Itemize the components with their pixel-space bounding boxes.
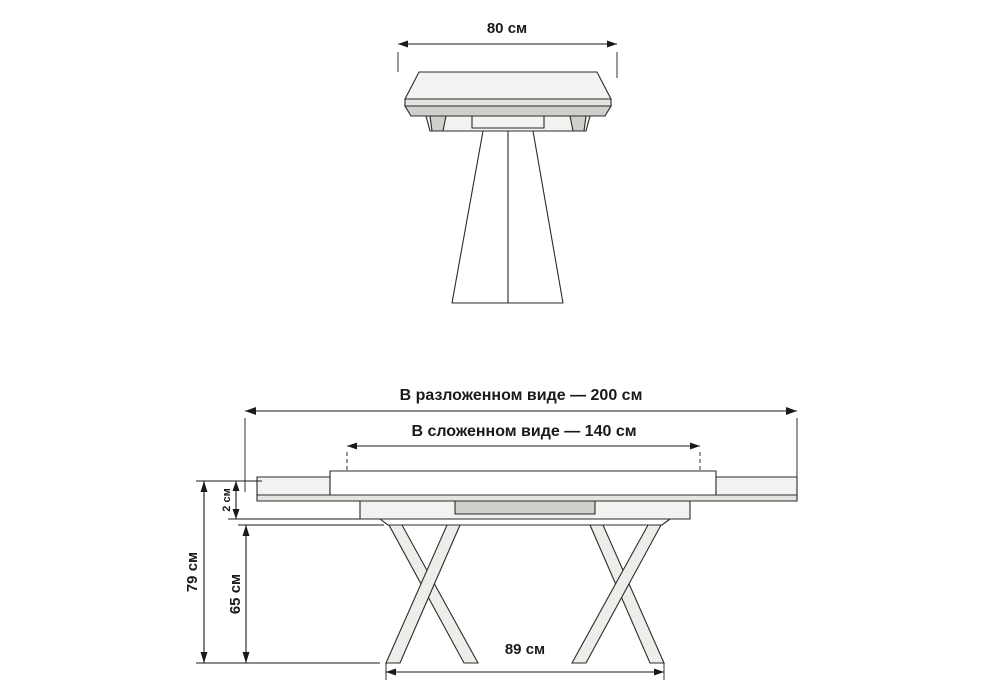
mount-block-left [430, 116, 446, 131]
leg-rear-left [386, 525, 460, 663]
dimension-width-top [398, 20, 617, 78]
front-view-group [184, 387, 797, 680]
dimension-label-extended-length: В разложенном виде — 200 см [399, 387, 643, 404]
apron-lower-lip [380, 519, 670, 525]
tabletop-leaf-left [257, 477, 330, 495]
mount-block-right [570, 116, 586, 131]
dimension-label-width-top: 80 см [486, 20, 528, 37]
dimension-total-height [184, 481, 380, 663]
dimension-folded-length [347, 423, 700, 477]
tabletop-end-edge [405, 99, 611, 106]
dimension-label-base-width: 89 см [504, 641, 546, 658]
dimension-label-underframe-height: 65 см [227, 573, 244, 615]
tabletop-end-apron [405, 106, 611, 116]
tabletop-end-surface [405, 72, 611, 99]
dimension-underframe-height [227, 525, 384, 663]
underframe-plate [426, 116, 590, 131]
top-view-group [398, 20, 617, 303]
tabletop-edge-band [257, 495, 797, 501]
dimension-base-width [386, 641, 664, 680]
dimension-label-total-height: 79 см [184, 551, 201, 593]
tabletop-main [330, 471, 716, 495]
tabletop-leaf-right [716, 477, 797, 495]
dimension-label-folded-length: В сложенном виде — 140 см [411, 423, 637, 440]
mechanism-rail [455, 501, 595, 514]
leg-rear-right [590, 525, 664, 663]
dimension-label-tabletop-thickness: 2 см [221, 488, 233, 512]
